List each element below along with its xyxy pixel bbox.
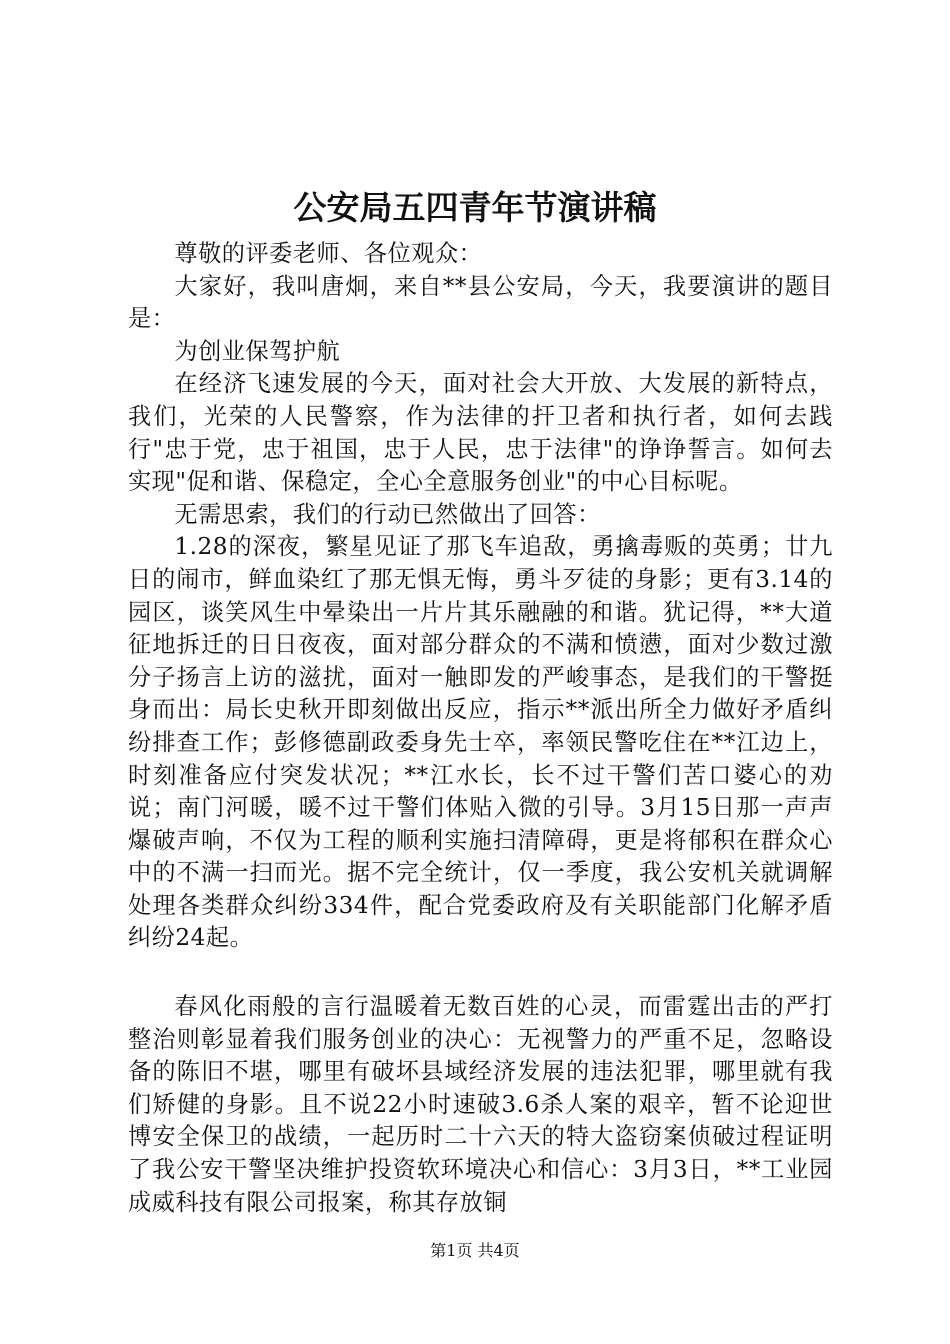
paragraph-spacer [128,955,833,991]
speech-topic: 为创业保驾护航 [174,337,341,365]
intro-paragraph: 大家好，我叫唐炯，来自**县公安局，今天，我要演讲的题目是： [128,272,833,333]
body-paragraph: 在经济飞速发展的今天，面对社会大开放、大发展的新特点，我们，光荣的人民警察，作为法律的扞卫者和执行者，如何去践行"忠于党，忠于祖国，忠于人民，忠于法律"的诤诤誓言。如何去实现"促和谐、保稳定，全心全意服务创业"的中心目标呢。 [128,370,833,496]
document-body [128,238,833,1219]
body-paragraph: 春风化雨般的言行温暖着无数百姓的心灵，而雷霆出击的严打整治则彰显着我们服务创业的决心：无视警力的严重不足，忽略设备的陈旧不堪，哪里有破坏县域经济发展的违法犯罪，哪里就有我们矫健的身影。且不说22小时速破3.6杀人案的艰辛，暂不论迎世博安全保卫的战绩，一起历时二十六天的特大盗窃案侦破过程证明了我公安干警坚决维护投资软环境决心和信心：3月3日，**工业园成威科技有限公司报案，称其存放铜 [128,993,833,1216]
body-paragraph: 无需思索，我们的行动已然做出了回答： [174,500,601,528]
page-footer: 第1页 共4页 [430,1241,520,1260]
document-title: 公安局五四青年节演讲稿 [293,188,657,227]
body-paragraph: 1.28的深夜，繁星见证了那飞车追敌，勇擒毒贩的英勇；廿九日的闹市，鲜血染红了那无惧无悔，勇斗歹徒的身影；更有3.14的园区，谈笑风生中晕染出一片片其乐融融的和谐。犹记得，**大道征地拆迁的日日夜夜，面对部分群众的不满和愤懑，面对少数过激分子扬言上访的滋扰，面对一触即发的严峻事态，是我们的干警挺身而出：局长史秋开即刻做出反应，指示**派出所全力做好矛盾纠纷排查工作；彭修德副政委身先士卒，率领民警吃住在**江边上，时刻准备应付突发状况；**江水长，长不过干警们苦口婆心的劝说；南门河暖，暖不过干警们体贴入微的引导。3月15日那一声声爆破声响，不仅为工程的顺利实施扫清障碍，更是将郁积在群众心中的不满一扫而光。据不完全统计，仅一季度，我公安机关就调解处理各类群众纠纷334件，配合党委政府及有关职能部门化解矛盾纠纷24起。 [128,533,833,952]
salutation-paragraph: 尊敬的评委老师、各位观众： [174,240,483,267]
